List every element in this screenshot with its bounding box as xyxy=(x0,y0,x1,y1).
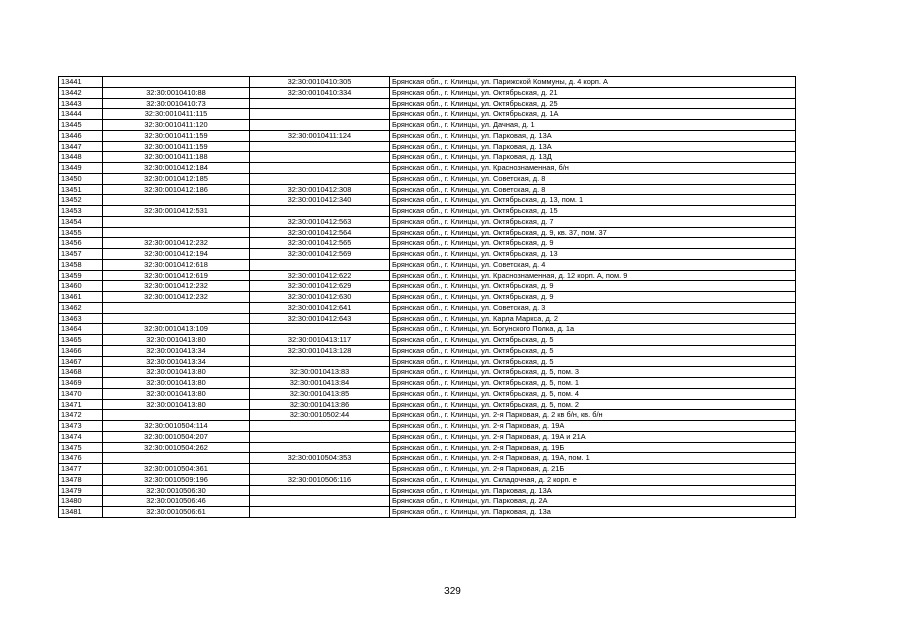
row-number-cell: 13447 xyxy=(59,141,103,152)
address-cell: Брянская обл., г. Клинцы, ул. 2-я Парковая, д. 2 кв б/н, кв. б/н xyxy=(390,410,796,421)
land-cadastral-number-cell: 32:30:0010413:80 xyxy=(103,367,250,378)
row-number-cell: 13464 xyxy=(59,324,103,335)
table-row xyxy=(59,421,796,432)
address-cell: Брянская обл., г. Клинцы, ул. Краснознаменная, д. 12 корп. А, пом. 9 xyxy=(390,270,796,281)
address-cell: Брянская обл., г. Клинцы, ул. Октябрьская, д. 5, пом. 1 xyxy=(390,378,796,389)
land-cadastral-number-cell xyxy=(103,453,250,464)
table-row xyxy=(59,259,796,270)
address-cell: Брянская обл., г. Клинцы, ул. Октябрьская, д. 9 xyxy=(390,281,796,292)
row-number-cell: 13470 xyxy=(59,388,103,399)
address-cell: Брянская обл., г. Клинцы, ул. Октябрьская, д. 13 xyxy=(390,249,796,260)
address-cell: Брянская обл., г. Клинцы, ул. Октябрьская, д. 5 xyxy=(390,345,796,356)
row-number-cell: 13481 xyxy=(59,507,103,518)
land-cadastral-number-cell xyxy=(103,195,250,206)
land-cadastral-number-cell: 32:30:0010411:115 xyxy=(103,109,250,120)
object-cadastral-number-cell: 32:30:0010412:630 xyxy=(250,292,390,303)
land-cadastral-number-cell: 32:30:0010411:159 xyxy=(103,141,250,152)
object-cadastral-number-cell xyxy=(250,259,390,270)
land-cadastral-number-cell: 32:30:0010412:232 xyxy=(103,281,250,292)
table-row xyxy=(59,442,796,453)
row-number-cell: 13472 xyxy=(59,410,103,421)
land-cadastral-number-cell: 32:30:0010504:262 xyxy=(103,442,250,453)
land-cadastral-number-cell: 32:30:0010412:185 xyxy=(103,173,250,184)
object-cadastral-number-cell xyxy=(250,141,390,152)
land-cadastral-number-cell: 32:30:0010411:188 xyxy=(103,152,250,163)
registry-table-body xyxy=(59,77,796,518)
address-cell: Брянская обл., г. Клинцы, ул. Октябрьская, д. 7 xyxy=(390,216,796,227)
row-number-cell: 13466 xyxy=(59,345,103,356)
row-number-cell: 13462 xyxy=(59,302,103,313)
land-cadastral-number-cell: 32:30:0010506:61 xyxy=(103,507,250,518)
address-cell: Брянская обл., г. Клинцы, ул. Парковая, д. 13Д xyxy=(390,152,796,163)
table-row xyxy=(59,141,796,152)
land-cadastral-number-cell: 32:30:0010413:109 xyxy=(103,324,250,335)
object-cadastral-number-cell xyxy=(250,163,390,174)
object-cadastral-number-cell: 32:30:0010410:305 xyxy=(250,77,390,88)
table-row xyxy=(59,152,796,163)
table-row xyxy=(59,163,796,174)
table-row xyxy=(59,120,796,131)
land-cadastral-number-cell: 32:30:0010412:531 xyxy=(103,206,250,217)
table-row xyxy=(59,324,796,335)
row-number-cell: 13452 xyxy=(59,195,103,206)
address-cell: Брянская обл., г. Клинцы, ул. Парковая, д. 13А xyxy=(390,130,796,141)
table-row xyxy=(59,356,796,367)
row-number-cell: 13454 xyxy=(59,216,103,227)
row-number-cell: 13477 xyxy=(59,464,103,475)
object-cadastral-number-cell: 32:30:0010413:86 xyxy=(250,399,390,410)
object-cadastral-number-cell xyxy=(250,109,390,120)
object-cadastral-number-cell: 32:30:0010412:563 xyxy=(250,216,390,227)
table-row xyxy=(59,292,796,303)
object-cadastral-number-cell: 32:30:0010504:353 xyxy=(250,453,390,464)
land-cadastral-number-cell: 32:30:0010410:73 xyxy=(103,98,250,109)
object-cadastral-number-cell: 32:30:0010413:117 xyxy=(250,335,390,346)
object-cadastral-number-cell xyxy=(250,173,390,184)
object-cadastral-number-cell: 32:30:0010413:84 xyxy=(250,378,390,389)
page-number: 329 xyxy=(444,586,461,597)
object-cadastral-number-cell xyxy=(250,464,390,475)
row-number-cell: 13474 xyxy=(59,431,103,442)
table-row xyxy=(59,109,796,120)
row-number-cell: 13460 xyxy=(59,281,103,292)
table-row xyxy=(59,388,796,399)
row-number-cell: 13480 xyxy=(59,496,103,507)
address-cell: Брянская обл., г. Клинцы, ул. Октябрьская, д. 9 xyxy=(390,292,796,303)
address-cell: Брянская обл., г. Клинцы, ул. Дачная, д. 1 xyxy=(390,120,796,131)
row-number-cell: 13453 xyxy=(59,206,103,217)
object-cadastral-number-cell xyxy=(250,485,390,496)
table-row xyxy=(59,345,796,356)
land-cadastral-number-cell xyxy=(103,77,250,88)
row-number-cell: 13458 xyxy=(59,259,103,270)
table-row xyxy=(59,184,796,195)
land-cadastral-number-cell xyxy=(103,302,250,313)
address-cell: Брянская обл., г. Клинцы, ул. Складочная, д. 2 корп. е xyxy=(390,474,796,485)
table-row xyxy=(59,77,796,88)
table-row xyxy=(59,453,796,464)
row-number-cell: 13479 xyxy=(59,485,103,496)
table-row xyxy=(59,87,796,98)
address-cell: Брянская обл., г. Клинцы, ул. Краснознаменная, б/н xyxy=(390,163,796,174)
address-cell: Брянская обл., г. Клинцы, ул. Советская, д. 8 xyxy=(390,173,796,184)
land-cadastral-number-cell xyxy=(103,216,250,227)
land-cadastral-number-cell: 32:30:0010413:80 xyxy=(103,388,250,399)
table-row xyxy=(59,313,796,324)
row-number-cell: 13469 xyxy=(59,378,103,389)
address-cell: Брянская обл., г. Клинцы, ул. Октябрьская, д. 5 xyxy=(390,335,796,346)
address-cell: Брянская обл., г. Клинцы, ул. Советская, д. 3 xyxy=(390,302,796,313)
address-cell: Брянская обл., г. Клинцы, ул. Октябрьская, д. 21 xyxy=(390,87,796,98)
registry-table xyxy=(58,76,796,518)
object-cadastral-number-cell xyxy=(250,421,390,432)
land-cadastral-number-cell: 32:30:0010410:88 xyxy=(103,87,250,98)
object-cadastral-number-cell xyxy=(250,98,390,109)
land-cadastral-number-cell: 32:30:0010412:619 xyxy=(103,270,250,281)
object-cadastral-number-cell xyxy=(250,206,390,217)
table-row xyxy=(59,485,796,496)
object-cadastral-number-cell: 32:30:0010506:116 xyxy=(250,474,390,485)
object-cadastral-number-cell xyxy=(250,152,390,163)
table-row xyxy=(59,399,796,410)
land-cadastral-number-cell: 32:30:0010413:80 xyxy=(103,399,250,410)
address-cell: Брянская обл., г. Клинцы, ул. Октябрьская, д. 15 xyxy=(390,206,796,217)
land-cadastral-number-cell xyxy=(103,410,250,421)
table-row xyxy=(59,249,796,260)
row-number-cell: 13441 xyxy=(59,77,103,88)
table-row xyxy=(59,206,796,217)
table-row xyxy=(59,496,796,507)
address-cell: Брянская обл., г. Клинцы, ул. Богунского Полка, д. 1а xyxy=(390,324,796,335)
table-row xyxy=(59,216,796,227)
address-cell: Брянская обл., г. Клинцы, ул. Октябрьская, д. 5, пом. 4 xyxy=(390,388,796,399)
row-number-cell: 13471 xyxy=(59,399,103,410)
object-cadastral-number-cell xyxy=(250,324,390,335)
table-row xyxy=(59,507,796,518)
land-cadastral-number-cell: 32:30:0010412:232 xyxy=(103,292,250,303)
address-cell: Брянская обл., г. Клинцы, ул. Октябрьская, д. 1А xyxy=(390,109,796,120)
land-cadastral-number-cell: 32:30:0010411:159 xyxy=(103,130,250,141)
address-cell: Брянская обл., г. Клинцы, ул. 2-я Парковая, д. 19А и 21А xyxy=(390,431,796,442)
land-cadastral-number-cell xyxy=(103,227,250,238)
land-cadastral-number-cell: 32:30:0010413:80 xyxy=(103,335,250,346)
row-number-cell: 13468 xyxy=(59,367,103,378)
address-cell: Брянская обл., г. Клинцы, ул. 2-я Парковая, д. 19А, пом. 1 xyxy=(390,453,796,464)
object-cadastral-number-cell: 32:30:0010412:308 xyxy=(250,184,390,195)
land-cadastral-number-cell: 32:30:0010412:194 xyxy=(103,249,250,260)
land-cadastral-number-cell: 32:30:0010413:34 xyxy=(103,356,250,367)
object-cadastral-number-cell xyxy=(250,507,390,518)
land-cadastral-number-cell: 32:30:0010412:186 xyxy=(103,184,250,195)
object-cadastral-number-cell: 32:30:0010412:565 xyxy=(250,238,390,249)
row-number-cell: 13451 xyxy=(59,184,103,195)
address-cell: Брянская обл., г. Клинцы, ул. Парижской Коммуны, д. 4 корп. А xyxy=(390,77,796,88)
object-cadastral-number-cell: 32:30:0010413:83 xyxy=(250,367,390,378)
row-number-cell: 13448 xyxy=(59,152,103,163)
address-cell: Брянская обл., г. Клинцы, ул. Октябрьская, д. 5 xyxy=(390,356,796,367)
table-row xyxy=(59,195,796,206)
row-number-cell: 13443 xyxy=(59,98,103,109)
table-row xyxy=(59,270,796,281)
row-number-cell: 13475 xyxy=(59,442,103,453)
table-row xyxy=(59,281,796,292)
object-cadastral-number-cell: 32:30:0010413:128 xyxy=(250,345,390,356)
row-number-cell: 13463 xyxy=(59,313,103,324)
land-cadastral-number-cell: 32:30:0010412:184 xyxy=(103,163,250,174)
land-cadastral-number-cell: 32:30:0010412:232 xyxy=(103,238,250,249)
row-number-cell: 13455 xyxy=(59,227,103,238)
object-cadastral-number-cell xyxy=(250,431,390,442)
row-number-cell: 13459 xyxy=(59,270,103,281)
address-cell: Брянская обл., г. Клинцы, ул. Парковая, д. 2А xyxy=(390,496,796,507)
address-cell: Брянская обл., г. Клинцы, ул. Карла Маркса, д. 2 xyxy=(390,313,796,324)
row-number-cell: 13445 xyxy=(59,120,103,131)
object-cadastral-number-cell: 32:30:0010412:340 xyxy=(250,195,390,206)
table-row xyxy=(59,173,796,184)
row-number-cell: 13442 xyxy=(59,87,103,98)
address-cell: Брянская обл., г. Клинцы, ул. Советская, д. 8 xyxy=(390,184,796,195)
row-number-cell: 13444 xyxy=(59,109,103,120)
row-number-cell: 13473 xyxy=(59,421,103,432)
address-cell: Брянская обл., г. Клинцы, ул. Октябрьская, д. 13, пом. 1 xyxy=(390,195,796,206)
table-row xyxy=(59,98,796,109)
land-cadastral-number-cell: 32:30:0010504:114 xyxy=(103,421,250,432)
address-cell: Брянская обл., г. Клинцы, ул. 2-я Парковая, д. 19Б xyxy=(390,442,796,453)
table-row xyxy=(59,431,796,442)
address-cell: Брянская обл., г. Клинцы, ул. 2-я Парковая, д. 19А xyxy=(390,421,796,432)
object-cadastral-number-cell: 32:30:0010412:641 xyxy=(250,302,390,313)
address-cell: Брянская обл., г. Клинцы, ул. Октябрьская, д. 5, пом. 2 xyxy=(390,399,796,410)
object-cadastral-number-cell: 32:30:0010412:629 xyxy=(250,281,390,292)
address-cell: Брянская обл., г. Клинцы, ул. Октябрьская, д. 25 xyxy=(390,98,796,109)
object-cadastral-number-cell: 32:30:0010412:564 xyxy=(250,227,390,238)
table-row xyxy=(59,378,796,389)
row-number-cell: 13457 xyxy=(59,249,103,260)
row-number-cell: 13449 xyxy=(59,163,103,174)
land-cadastral-number-cell: 32:30:0010504:361 xyxy=(103,464,250,475)
object-cadastral-number-cell: 32:30:0010411:124 xyxy=(250,130,390,141)
table-row xyxy=(59,367,796,378)
table-row xyxy=(59,238,796,249)
address-cell: Брянская обл., г. Клинцы, ул. Советская, д. 4 xyxy=(390,259,796,270)
row-number-cell: 13446 xyxy=(59,130,103,141)
row-number-cell: 13450 xyxy=(59,173,103,184)
land-cadastral-number-cell: 32:30:0010509:196 xyxy=(103,474,250,485)
row-number-cell: 13476 xyxy=(59,453,103,464)
address-cell: Брянская обл., г. Клинцы, ул. Парковая, д. 13А xyxy=(390,141,796,152)
land-cadastral-number-cell: 32:30:0010411:120 xyxy=(103,120,250,131)
address-cell: Брянская обл., г. Клинцы, ул. Парковая, д. 13А xyxy=(390,485,796,496)
table-row xyxy=(59,474,796,485)
land-cadastral-number-cell: 32:30:0010413:34 xyxy=(103,345,250,356)
table-row xyxy=(59,464,796,475)
land-cadastral-number-cell: 32:30:0010412:618 xyxy=(103,259,250,270)
object-cadastral-number-cell: 32:30:0010412:569 xyxy=(250,249,390,260)
table-row xyxy=(59,335,796,346)
address-cell: Брянская обл., г. Клинцы, ул. 2-я Парковая, д. 21Б xyxy=(390,464,796,475)
land-cadastral-number-cell: 32:30:0010506:30 xyxy=(103,485,250,496)
land-cadastral-number-cell xyxy=(103,313,250,324)
land-cadastral-number-cell: 32:30:0010413:80 xyxy=(103,378,250,389)
object-cadastral-number-cell: 32:30:0010413:85 xyxy=(250,388,390,399)
object-cadastral-number-cell xyxy=(250,496,390,507)
object-cadastral-number-cell xyxy=(250,120,390,131)
table-row xyxy=(59,130,796,141)
table-row xyxy=(59,410,796,421)
row-number-cell: 13461 xyxy=(59,292,103,303)
row-number-cell: 13456 xyxy=(59,238,103,249)
land-cadastral-number-cell: 32:30:0010504:207 xyxy=(103,431,250,442)
object-cadastral-number-cell: 32:30:0010410:334 xyxy=(250,87,390,98)
object-cadastral-number-cell xyxy=(250,356,390,367)
land-cadastral-number-cell: 32:30:0010506:46 xyxy=(103,496,250,507)
row-number-cell: 13467 xyxy=(59,356,103,367)
row-number-cell: 13465 xyxy=(59,335,103,346)
object-cadastral-number-cell: 32:30:0010502:44 xyxy=(250,410,390,421)
object-cadastral-number-cell: 32:30:0010412:622 xyxy=(250,270,390,281)
object-cadastral-number-cell xyxy=(250,442,390,453)
object-cadastral-number-cell: 32:30:0010412:643 xyxy=(250,313,390,324)
table-row xyxy=(59,302,796,313)
address-cell: Брянская обл., г. Клинцы, ул. Октябрьская, д. 9, кв. 37, пом. 37 xyxy=(390,227,796,238)
address-cell: Брянская обл., г. Клинцы, ул. Парковая, д. 13а xyxy=(390,507,796,518)
row-number-cell: 13478 xyxy=(59,474,103,485)
address-cell: Брянская обл., г. Клинцы, ул. Октябрьская, д. 5, пом. 3 xyxy=(390,367,796,378)
address-cell: Брянская обл., г. Клинцы, ул. Октябрьская, д. 9 xyxy=(390,238,796,249)
table-row xyxy=(59,227,796,238)
